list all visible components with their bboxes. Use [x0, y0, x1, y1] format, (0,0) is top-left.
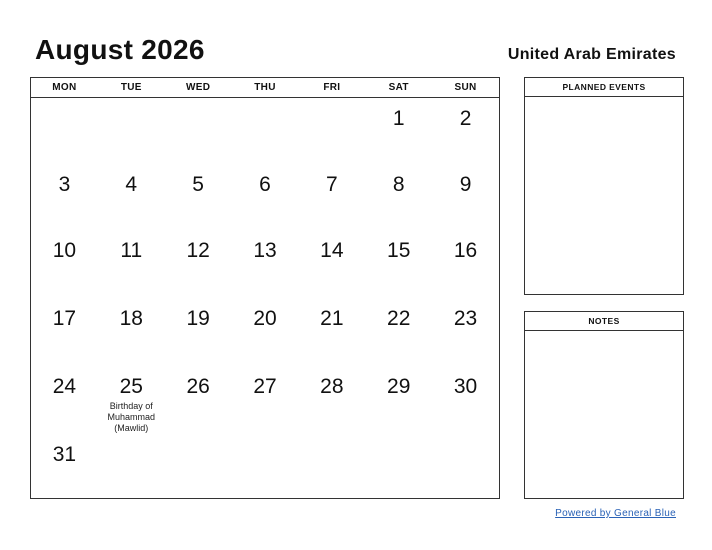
day-number: 16 [453, 239, 478, 262]
day-cell [232, 164, 299, 197]
weekday-tue: TUE [120, 82, 142, 93]
planned-events-title: PLANNED EVENTS [525, 78, 683, 97]
day-cell [298, 298, 365, 331]
day-number: 31 [52, 443, 77, 466]
day-cell [365, 434, 432, 467]
day-cell [365, 98, 432, 131]
day-cell [232, 366, 299, 434]
week-row [31, 366, 499, 434]
day-cell [298, 434, 365, 467]
day-cell [31, 434, 98, 467]
day-cell [232, 98, 299, 131]
day-cell [432, 434, 499, 467]
day-cell [165, 230, 232, 263]
day-cell [365, 298, 432, 331]
day-number: 5 [192, 173, 204, 196]
week-row [31, 434, 499, 467]
day-cell [432, 98, 499, 131]
week-row [31, 164, 499, 197]
notes-title: NOTES [525, 312, 683, 331]
day-number: 4 [125, 173, 138, 196]
day-number: 25 [119, 375, 143, 398]
day-cell [31, 366, 98, 434]
weekday-wed: WED [186, 82, 211, 93]
day-number: 19 [186, 307, 210, 330]
day-cell [98, 434, 165, 467]
day-number: 23 [453, 307, 478, 330]
weekday-fri: FRI [323, 82, 341, 93]
week-row [31, 230, 499, 263]
day-number: 12 [186, 239, 210, 262]
day-number: 7 [326, 173, 338, 196]
weekday-mon: MON [52, 82, 77, 93]
day-cell [31, 298, 98, 331]
day-number: 9 [459, 173, 472, 196]
day-cell [232, 298, 299, 331]
day-cell [31, 230, 98, 263]
day-cell [432, 298, 499, 331]
day-cell [165, 164, 232, 197]
day-cell [165, 298, 232, 331]
day-number: 3 [58, 173, 71, 196]
weekday-sat: SAT [388, 82, 409, 93]
day-number: 29 [387, 375, 411, 398]
country-label: United Arab Emirates [507, 46, 676, 63]
calendar-days [31, 98, 499, 498]
calendar-grid [30, 77, 500, 499]
day-number: 20 [253, 307, 277, 330]
day-cell [432, 230, 499, 263]
day-cell [31, 98, 98, 131]
weekday-header [31, 78, 499, 98]
day-number: 22 [387, 307, 411, 330]
day-cell [165, 366, 232, 434]
day-cell [365, 164, 432, 197]
weekday-thu: THU [254, 82, 276, 93]
day-number: 10 [52, 239, 77, 262]
holiday-label: Birthday of Muhammad (Mawlid) [107, 401, 156, 433]
day-cell [298, 164, 365, 197]
notes-panel [524, 311, 684, 499]
day-cell [98, 366, 165, 434]
week-row [31, 298, 499, 331]
day-number: 1 [392, 107, 405, 130]
page-title: August 2026 [35, 34, 205, 65]
week-row [31, 98, 499, 131]
planned-events-panel [524, 77, 684, 295]
day-cell [298, 98, 365, 131]
day-cell [298, 366, 365, 434]
day-number: 27 [253, 375, 277, 398]
day-number: 14 [320, 239, 344, 262]
day-number: 24 [52, 375, 77, 398]
day-cell [165, 98, 232, 131]
day-number: 6 [259, 173, 271, 196]
day-cell [165, 434, 232, 467]
day-number: 13 [253, 239, 277, 262]
day-cell [98, 298, 165, 331]
day-number: 28 [320, 375, 344, 398]
day-cell [31, 164, 98, 197]
day-number: 8 [392, 173, 405, 196]
day-cell [365, 366, 432, 434]
day-cell [365, 230, 432, 263]
day-cell [232, 434, 299, 467]
day-number: 30 [453, 375, 478, 398]
day-cell [98, 164, 165, 197]
day-cell [432, 164, 499, 197]
day-number: 11 [120, 239, 143, 262]
weekday-sun: SUN [454, 82, 477, 93]
day-number: 17 [52, 307, 77, 330]
day-number: 26 [186, 375, 210, 398]
day-number: 18 [119, 307, 143, 330]
day-cell [232, 230, 299, 263]
day-number: 2 [459, 107, 472, 130]
day-number: 15 [387, 239, 411, 262]
day-number: 21 [320, 307, 344, 330]
day-cell [432, 366, 499, 434]
day-cell [98, 98, 165, 131]
day-cell [98, 230, 165, 263]
powered-by-link[interactable]: Powered by General Blue [555, 508, 676, 519]
day-cell [298, 230, 365, 263]
